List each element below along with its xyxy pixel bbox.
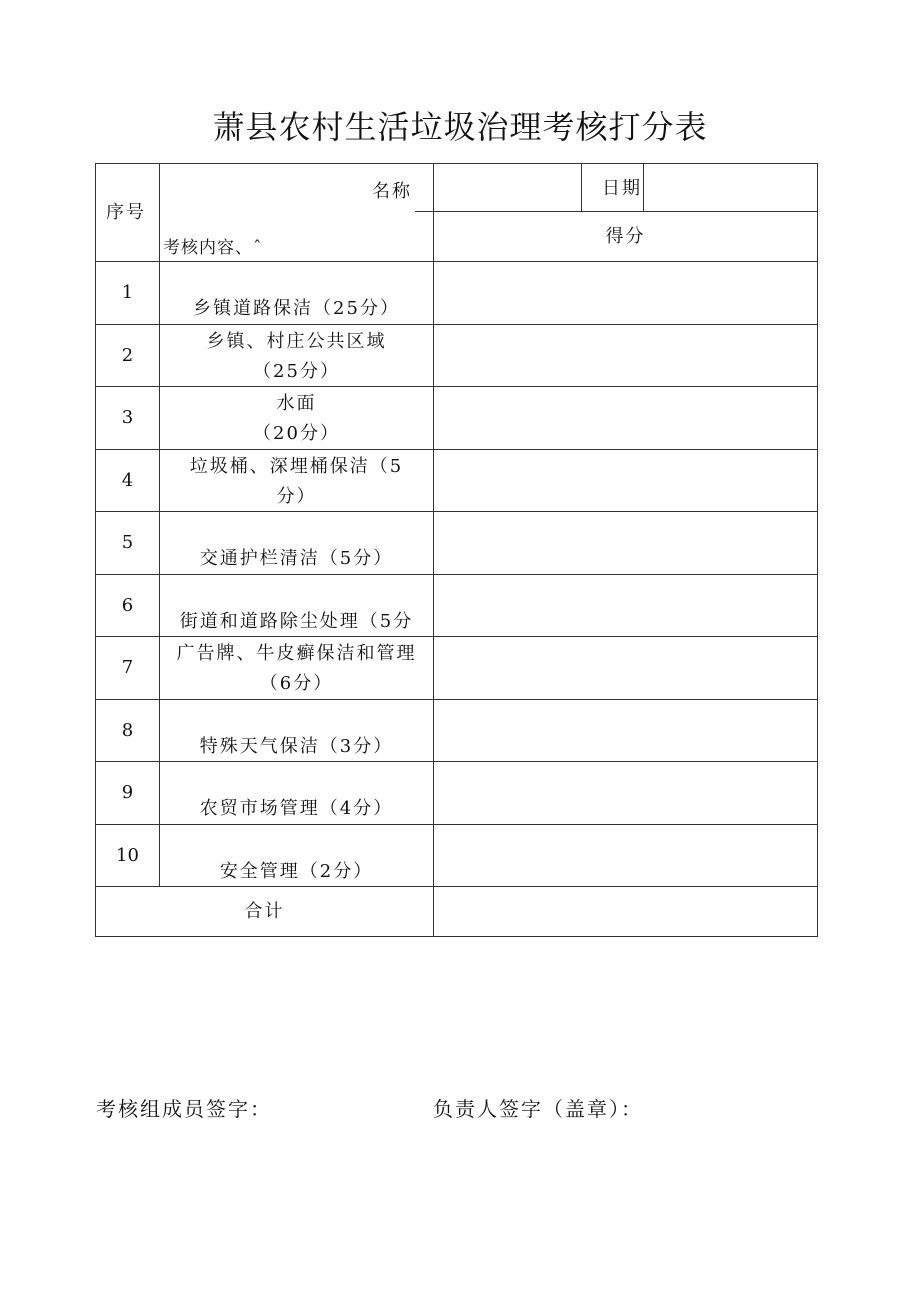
table-border-right — [817, 163, 818, 937]
table-border-top — [95, 163, 818, 164]
row-content-line2: 分） — [276, 486, 317, 507]
row-divider-score — [433, 824, 434, 887]
footer-leader-signature: 负责人签字（盖章）： — [433, 1097, 643, 1121]
row-bottom-line — [95, 886, 818, 887]
row-bottom-line — [95, 761, 818, 762]
row-content-line2: （6分） — [259, 673, 334, 694]
row-number: 8 — [121, 720, 134, 741]
header-divider-date-right — [643, 163, 644, 212]
total-label: 合计 — [244, 901, 285, 922]
date-header: 日期 — [602, 178, 642, 199]
row-content-line1: 垃圾桶、深埋桶保洁（5 — [189, 456, 404, 477]
row-number: 3 — [121, 407, 134, 428]
row-bottom-line — [95, 824, 818, 825]
row-number: 5 — [121, 532, 134, 553]
row-number: 2 — [121, 345, 134, 366]
row-divider-score — [433, 261, 434, 325]
row-number: 10 — [116, 845, 139, 866]
content-header: 考核内容、ˆ — [163, 238, 263, 258]
row-bottom-line — [95, 386, 818, 387]
header-bottom — [95, 261, 818, 262]
row-content-line2: （25分） — [253, 361, 340, 382]
row-bottom-line — [95, 574, 818, 575]
table-border-bottom — [95, 936, 818, 937]
row-content-line2: 特殊天气保洁（3分） — [199, 736, 394, 757]
row-content-line2: 乡镇道路保洁（25分） — [193, 298, 400, 319]
row-content-line2: 农贸市场管理（4分） — [199, 798, 394, 819]
row-bottom-line — [95, 636, 818, 637]
header-divider-seq — [159, 163, 160, 262]
row-number: 1 — [121, 282, 134, 303]
row-bottom-line — [95, 324, 818, 325]
row-content-line1: 广告牌、牛皮癣保洁和管理 — [176, 643, 417, 664]
header-divider-date-left — [581, 163, 582, 212]
row-divider-score — [433, 324, 434, 387]
row-number: 7 — [121, 657, 134, 678]
row-number: 6 — [121, 595, 134, 616]
row-divider-score — [433, 386, 434, 450]
name-header: 名称 — [372, 181, 412, 202]
total-divider — [433, 886, 434, 937]
footer-members-signature: 考核组成员签字： — [96, 1097, 272, 1121]
row-content-line2: 交通护栏清洁（5分） — [199, 548, 394, 569]
row-content-line1: 乡镇、村庄公共区域 — [206, 331, 387, 352]
row-bottom-line — [95, 449, 818, 450]
seq-header: 序号 — [106, 202, 146, 223]
row-divider-score — [433, 449, 434, 512]
row-bottom-line — [95, 511, 818, 512]
page-title: 萧县农村生活垃圾治理考核打分表 — [212, 108, 708, 146]
row-divider-score — [433, 636, 434, 700]
row-divider-score — [433, 699, 434, 762]
row-number: 9 — [121, 782, 134, 803]
row-divider-score — [433, 511, 434, 575]
row-content-line1: 水面 — [276, 393, 317, 414]
row-divider-score — [433, 761, 434, 825]
score-header: 得分 — [605, 226, 646, 247]
row-content-line2: 安全管理（2分） — [219, 861, 374, 882]
row-content-line2: 街道和道路除尘处理（5分 — [179, 611, 414, 632]
row-number: 4 — [121, 470, 134, 491]
header-name-underline — [415, 211, 818, 212]
row-divider-score — [433, 574, 434, 637]
row-bottom-line — [95, 699, 818, 700]
row-content-line2: （20分） — [253, 423, 340, 444]
